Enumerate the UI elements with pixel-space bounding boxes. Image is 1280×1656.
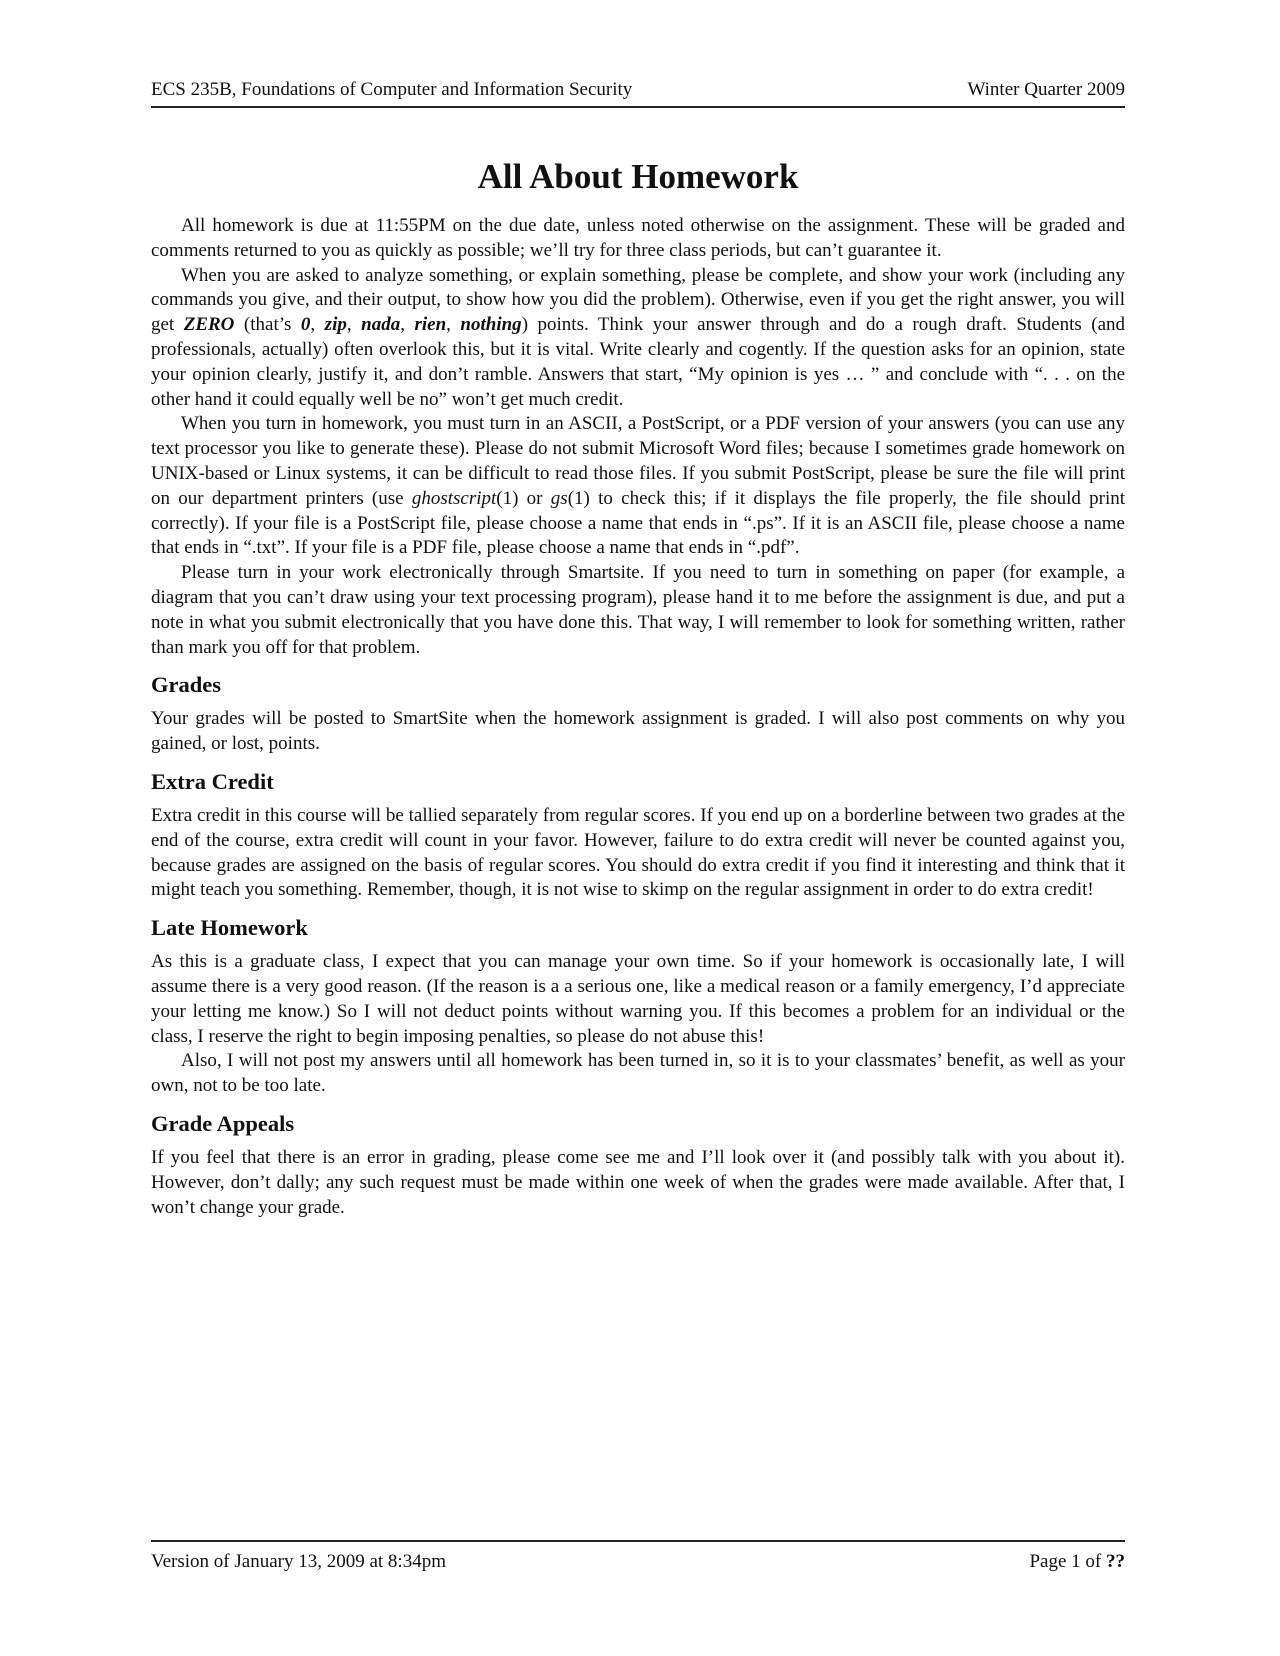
intro-paragraph-due: All homework is due at 11:55PM on the due date, unless noted otherwise on the assignment. These will be graded and comments returned to you as quickly as possible; we’ll try for three class periods, but can’t guarantee it. <box>151 215 1125 261</box>
late-homework-paragraph: As this is a graduate class, I expect that you can manage your own time. So if your homework is occasionally late, I will assume there is a very good reason. (If the reason is a a serious one, like a medical reason or a family emergency, I’d appreciate your letting me know.) So I will not deduct points without warning you. If this becomes a problem for an individual or the class, I reserve the right to begin imposing penalties, so please do not abuse this! <box>151 951 1125 1047</box>
intro-paragraph-submission: Please turn in your work electronically through Smartsite. If you need to turn in something on paper (for example, a diagram that you can’t draw using your text processing program), please hand it to me before the assignment is due, and put a note in what you submit electronically that you have done this. That way, I will remember to look for something written, rather than mark you off for that problem. <box>151 562 1125 658</box>
grade-appeals-paragraph: If you feel that there is an error in grading, please come see me and I’ll look over it (and possibly talk with you about it). However, don’t dally; any such request must be made within one week of when the grades were made available. After that, I won’t change your grade. <box>151 1146 1125 1218</box>
text-run: (1) or <box>496 487 551 509</box>
italic-gs: gs <box>550 487 568 509</box>
text-run: (1) to check this; if it displays the file properly, the file should print correctly). If your file is a PostScript file, please choose a name that ends in “.ps”. If it is an ASCII file, please choose a name that ends in “.txt”. If your file is a PDF file, please choose a name that ends in “.pdf”. <box>151 487 1126 559</box>
emphasis-0: 0 <box>300 314 311 336</box>
emphasis-zip: zip <box>324 314 347 336</box>
emphasis-nothing: nothing <box>460 314 522 336</box>
section-heading-grade-appeals: Grade Appeals <box>151 1110 295 1136</box>
page-title: All About Homework <box>477 157 799 196</box>
section-heading-late-homework: Late Homework <box>151 915 308 941</box>
running-footer <box>151 1540 1125 1574</box>
section-heading-grades: Grades <box>151 672 221 698</box>
document-page <box>151 78 1125 1598</box>
intro-paragraph-formats <box>151 412 1125 561</box>
text-run: When you are asked to analyze something, or explain something, please be complete, and show your work (including any commands you give, and their output, to show how you did the problem). Otherwise, even if you get the right answer, you will get <box>151 264 1125 336</box>
text-run: , <box>310 314 325 336</box>
emphasis-nada: nada <box>361 314 401 336</box>
text-run: , <box>346 314 362 336</box>
italic-ghostscript: ghostscript <box>411 487 497 509</box>
text-run: ) points. Think your answer through and do a rough draft. Students (and professionals, actually) often overlook this, but it is vital. Write clearly and cogently. If the question asks for an opinion, state your opinion clearly, justify it, and don’t ramble. Answers that start, “My opinion is yes … ” and conclude with “. . . on the other hand it could equally well be no” won’t get much credit. <box>151 314 1126 410</box>
header-term: Winter Quarter 2009 <box>967 79 1125 100</box>
page-number-prefix: Page 1 of <box>1029 1551 1106 1572</box>
footer-page-number <box>1029 1550 1125 1574</box>
intro-paragraph-work <box>151 264 1125 413</box>
text-run: , <box>446 314 461 336</box>
late-homework-paragraph-answers: Also, I will not post my answers until all homework has been turned in, so it is to your classmates’ benefit, as well as your own, not to be too late. <box>151 1050 1125 1097</box>
text-run: , <box>400 314 415 336</box>
text-run: (that’s <box>234 314 301 336</box>
text-run: When you turn in homework, you must turn in an ASCII, a PostScript, or a PDF version of your answers (you can use any text processor you like to generate these). Please do not submit Microsoft Word files; because I sometimes grade homework on UNIX-based or Linux systems, it can be difficult to read those files. If you submit PostScript, please be sure the file will print on our department printers (use <box>151 413 1125 509</box>
footer-version: Version of January 13, 2009 at 8:34pm <box>151 1551 446 1572</box>
grades-paragraph: Your grades will be posted to SmartSite when the homework assignment is graded. I will also post comments on why you gained, or lost, points. <box>151 708 1125 755</box>
emphasis-rien: rien <box>414 314 447 336</box>
section-heading-extra-credit: Extra Credit <box>151 768 274 794</box>
page-number-total: ?? <box>1106 1551 1125 1572</box>
running-header <box>151 78 1125 108</box>
extra-credit-paragraph: Extra credit in this course will be tallied separately from regular scores. If you end up on a borderline between two grades at the end of the course, extra credit will count in your favor. However, failure to do extra credit will never be counted against you, because grades are assigned on the basis of regular scores. You should do extra credit if you find it interesting and think that it might teach you something. Remember, though, it is not wise to skimp on the regular assignment in order to do extra credit! <box>151 804 1125 901</box>
emphasis-zero: ZERO <box>183 314 235 336</box>
document-body <box>151 214 1125 1220</box>
header-course: ECS 235B, Foundations of Computer and Information Security <box>151 79 633 100</box>
